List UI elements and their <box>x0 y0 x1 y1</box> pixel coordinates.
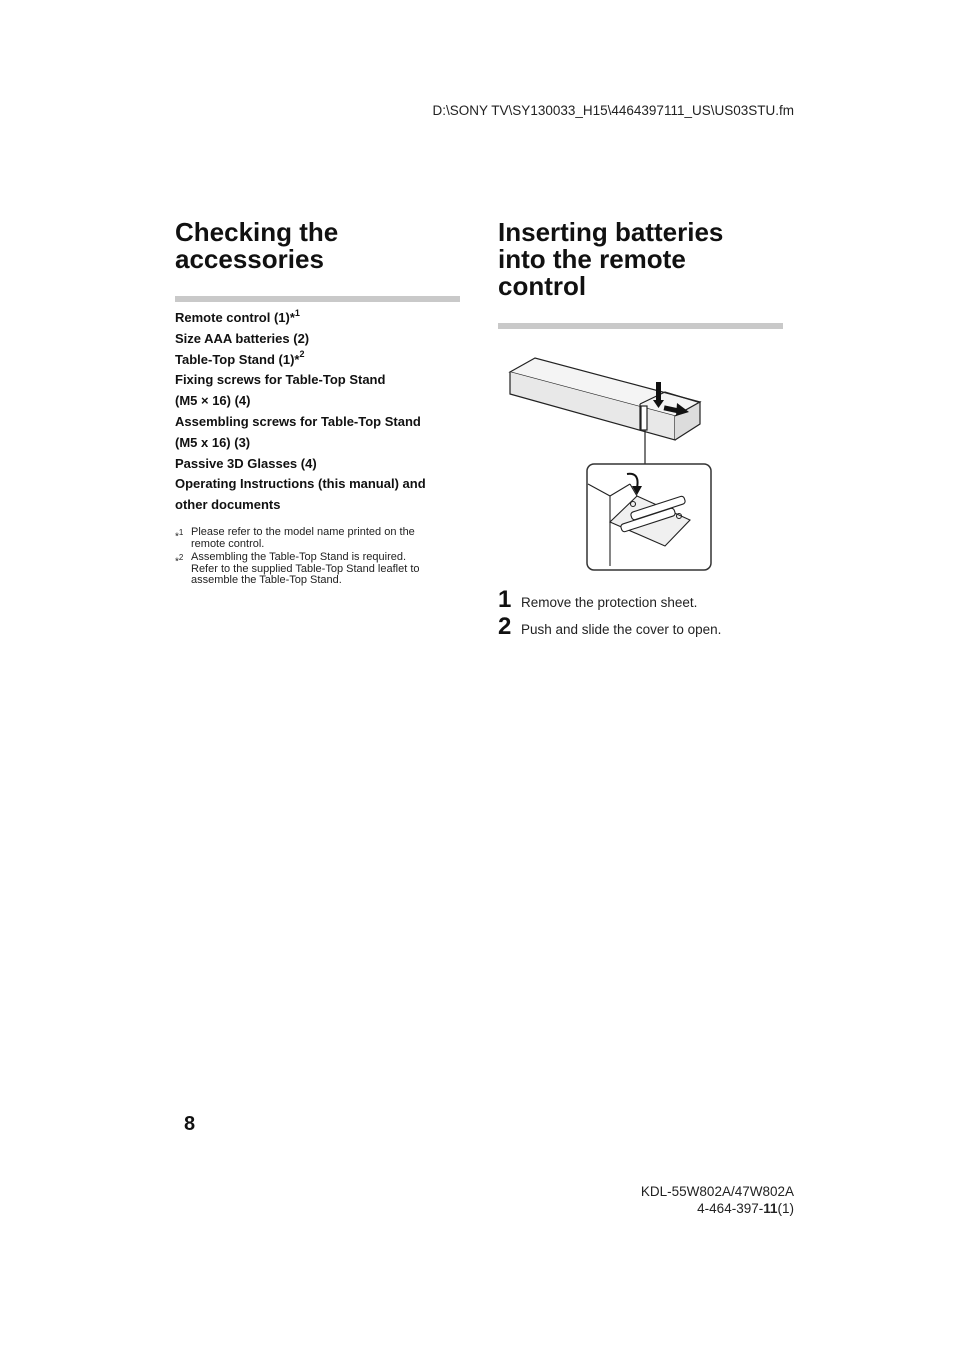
section-rule-right <box>498 323 783 329</box>
accessories-title-line2: accessories <box>175 244 324 274</box>
step-number: 1 <box>498 586 512 613</box>
accessories-title-line1: Checking the <box>175 217 339 247</box>
step-2 <box>498 615 798 642</box>
list-item: Passive 3D Glasses (4) <box>175 455 317 471</box>
page-number: 8 <box>184 1113 196 1135</box>
footnote-2: *$^2$ Assembling the Table-Top Stand is required. Refer to the supplied Table-Top Stand leaflet to assemble the Table-Top Stand. <box>175 551 420 587</box>
list-item: Fixing screws for Table-Top Stand <box>175 372 386 388</box>
batteries-title-line2: into the remote <box>498 244 686 274</box>
batteries-title-line3: control <box>498 271 587 301</box>
accessory-list <box>175 308 465 516</box>
list-item: (M5 x 16) (3) <box>175 434 251 450</box>
remote-battery-illustration <box>505 354 720 574</box>
step-text: Push and slide the cover to open. <box>521 622 722 637</box>
batteries-title-line1: Inserting batteries <box>498 217 724 247</box>
list-item: (M5 × 16) (4) <box>175 393 251 409</box>
footer-model-info <box>641 1183 794 1217</box>
list-item: Size AAA batteries (2) <box>175 330 310 346</box>
footnote-1: *$^1$ Please refer to the model name printed on the remote control. <box>175 526 415 550</box>
step-number: 2 <box>498 613 512 640</box>
steps-list <box>498 588 798 642</box>
list-item: Remote control (1)*$^1$ <box>175 307 300 325</box>
list-item: Operating Instructions (this manual) and <box>175 476 426 492</box>
list-item: Table-Top Stand (1)*$^2$ <box>175 349 305 367</box>
footnotes <box>175 527 465 587</box>
model-number: KDL-55W802A/47W802A <box>640 1184 794 1199</box>
section-rule-left <box>175 296 460 302</box>
list-item: other documents <box>175 497 281 513</box>
step-1 <box>498 588 798 615</box>
document-code: 4-464-397-11(1) <box>697 1201 794 1216</box>
batteries-title <box>498 219 788 300</box>
accessories-title <box>175 219 465 273</box>
step-text: Remove the protection sheet. <box>521 595 698 610</box>
list-item: Assembling screws for Table-Top Stand <box>175 413 421 429</box>
file-path: D:\SONY TV\SY130033_H15\4464397111_US\US03STU.fm <box>432 103 794 118</box>
